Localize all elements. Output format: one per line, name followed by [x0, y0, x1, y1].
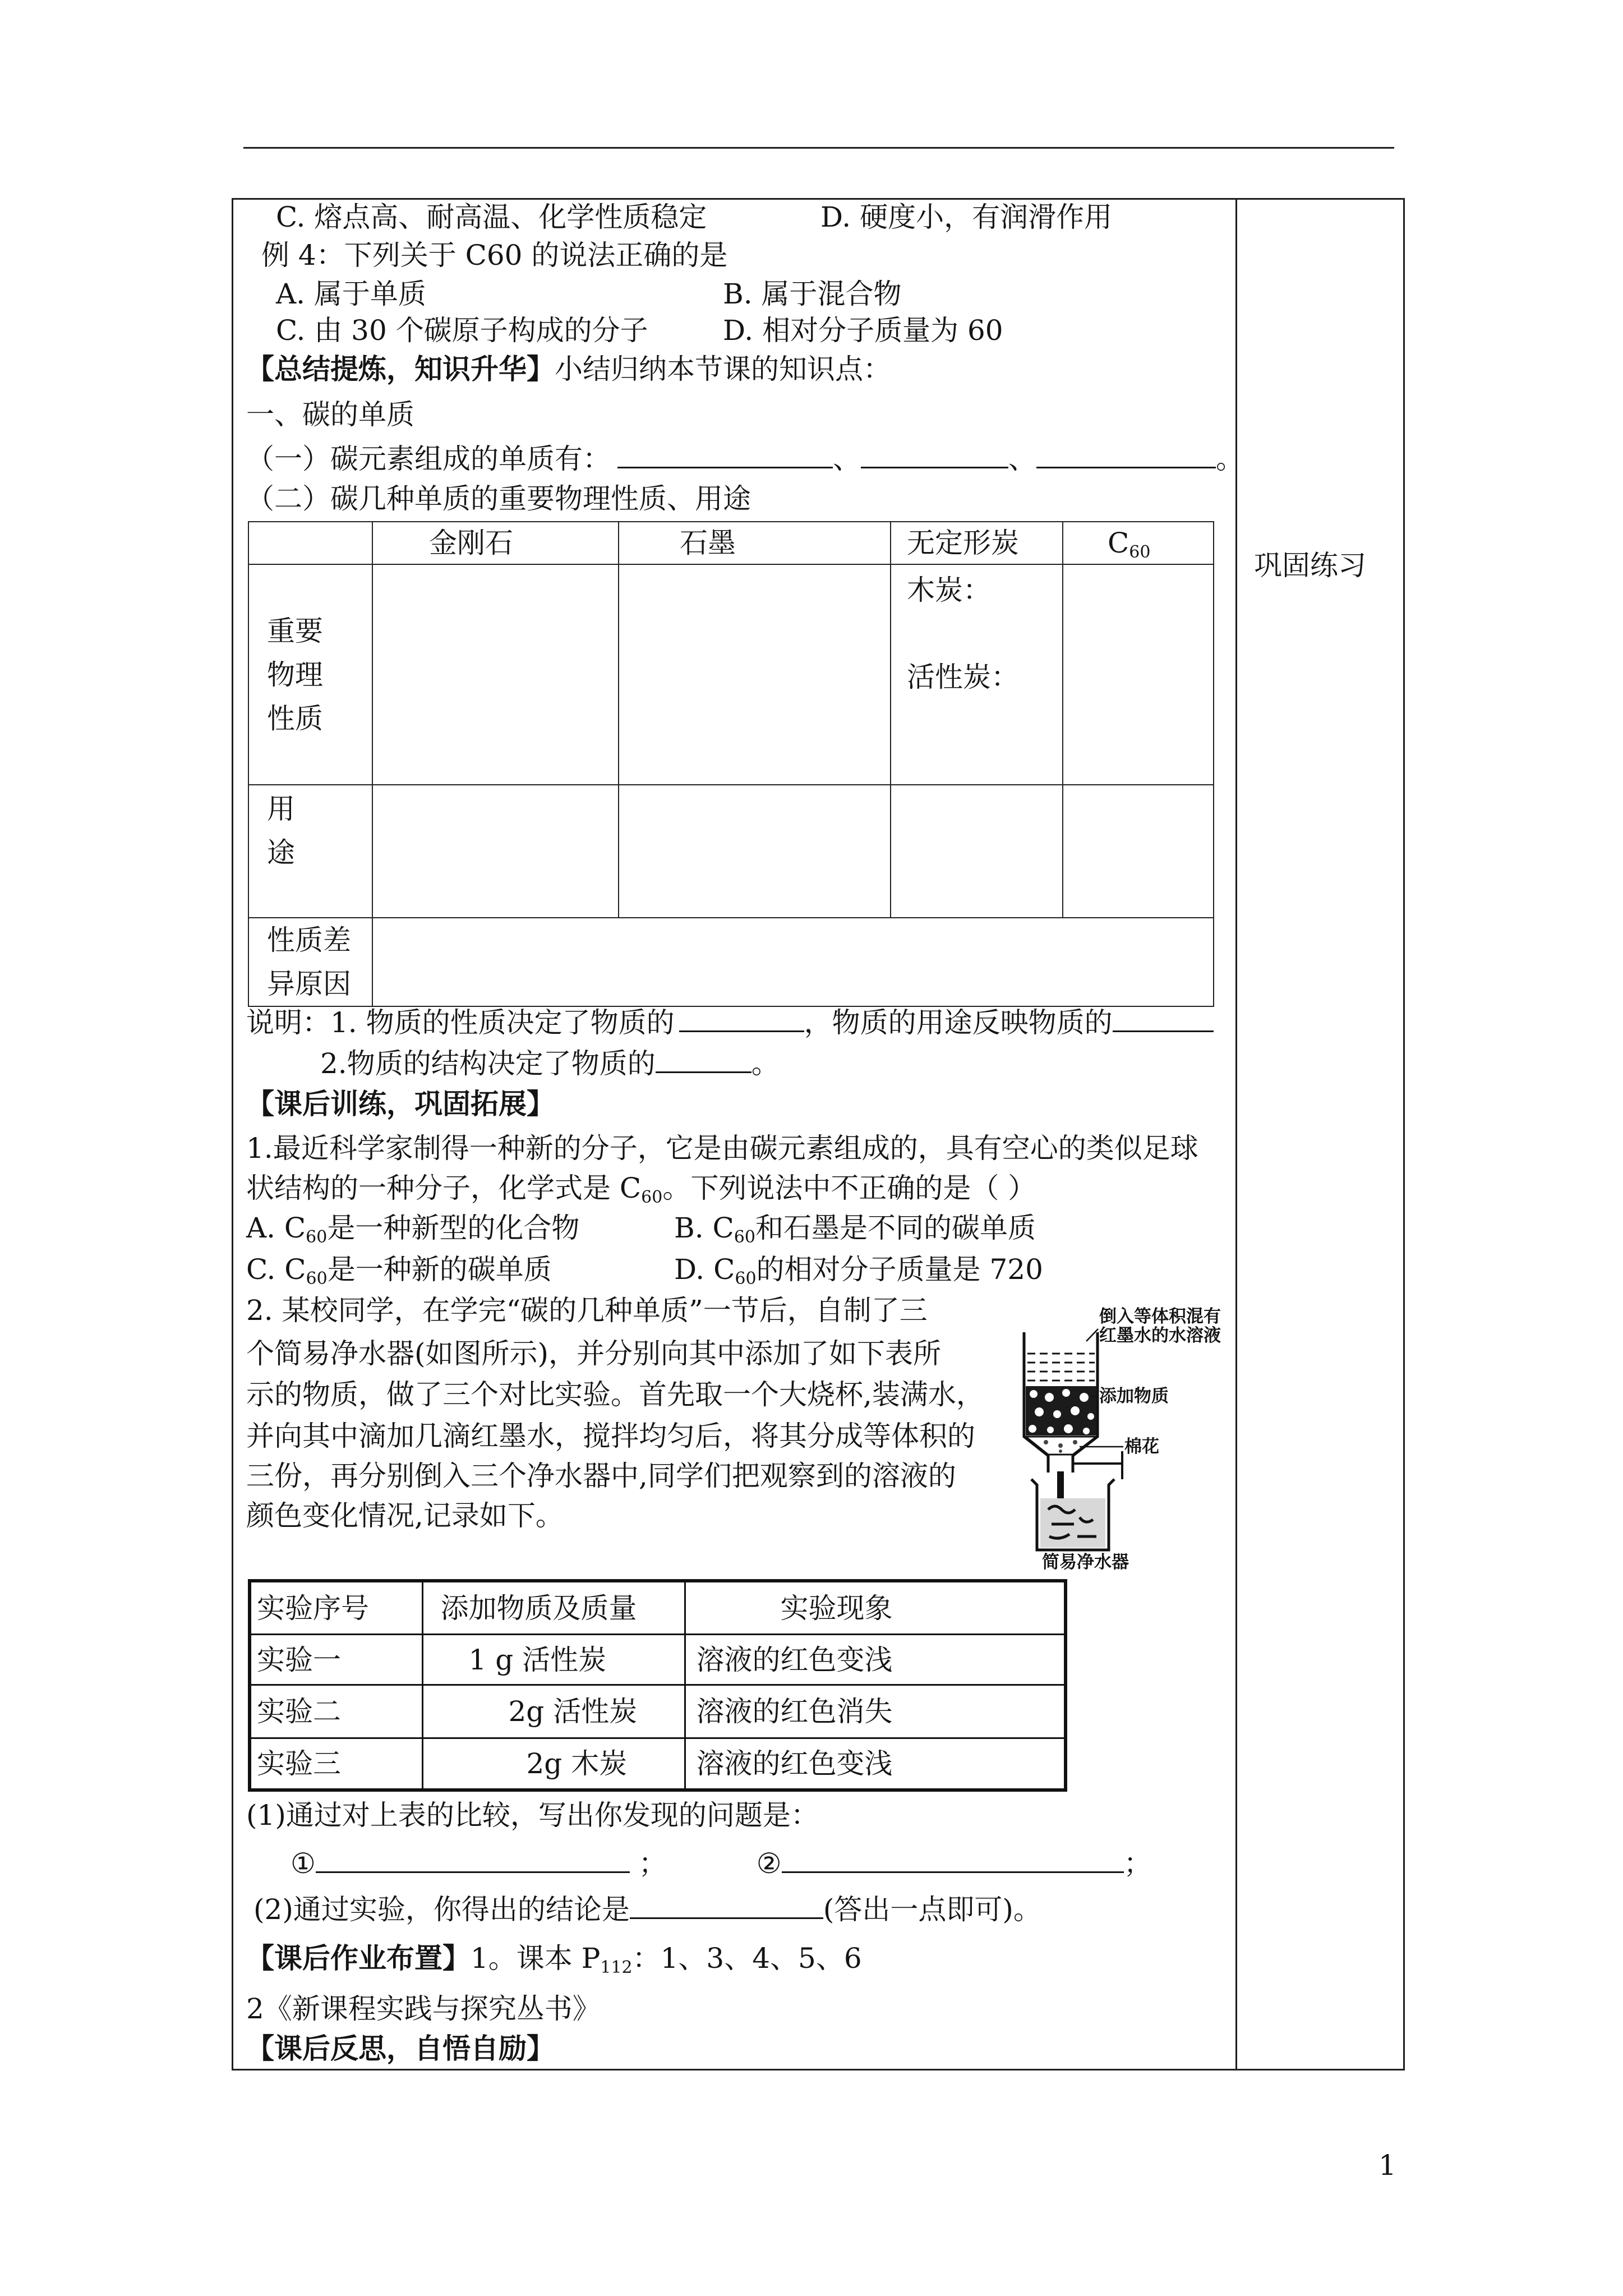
homework-item1-rest: ：1、3、4、5、6 [632, 1942, 862, 1975]
table-cell: 溶液的红色消失 [685, 1685, 1066, 1738]
q2-line: 个简易净水器(如图所示)，并分别向其中添加了如下表所 [246, 1337, 942, 1370]
answer-blank [1036, 441, 1216, 468]
answer-mark-1: ① [291, 1847, 316, 1880]
option-prefix: B. C [674, 1212, 734, 1244]
answer-blank [1113, 1005, 1214, 1032]
allotropes-prompt: （一）碳元素组成的单质有： [246, 443, 611, 475]
table-cell: 1 g 活性炭 [422, 1635, 685, 1685]
separator: 、 [1008, 443, 1036, 475]
filter-grain [1080, 1393, 1089, 1402]
option-prefix: D. C [674, 1253, 735, 1286]
table-cell: 2g 木炭 [422, 1738, 685, 1791]
allotropes-fill-line [246, 441, 1244, 476]
q1-option-c [246, 1253, 552, 1289]
example4-option-a: A. 属于单质 [276, 278, 426, 310]
clamp [1073, 1451, 1122, 1479]
header-experiment-no: 实验序号 [250, 1581, 422, 1635]
note2-line [320, 1046, 780, 1080]
filter-grain [1062, 1389, 1070, 1397]
q2-line: 示的物质，做了三个对比实验。首先取一个大烧杯,装满水， [246, 1378, 984, 1411]
side-column-label: 巩固练习 [1254, 549, 1366, 582]
header-amorphous-carbon: 无定形炭 [891, 522, 1063, 564]
empty-cell [1063, 564, 1214, 785]
table-row [250, 1738, 1066, 1791]
example4-question: 例 4：下列关于 C60 的说法正确的是 [261, 239, 728, 272]
subscript: 60 [641, 1188, 663, 1207]
empty-cell [372, 564, 619, 785]
option-text: 的相对分子质量是 720 [756, 1253, 1043, 1286]
q1-option-b [674, 1211, 1036, 1245]
row-label-line: 性质 [267, 702, 323, 735]
filter-grain [1083, 1428, 1090, 1434]
example4-option-d: D. 相对分子质量为 60 [723, 314, 1003, 347]
note1-prefix: 说明：1. 物质的性质决定了物质的 [246, 1006, 675, 1039]
table-row-properties [248, 564, 1214, 785]
separator: ； [1123, 1847, 1152, 1880]
separator: ； [629, 1847, 667, 1880]
water-surface-lines [1027, 1354, 1095, 1381]
answer-mark-2: ② [756, 1847, 782, 1880]
column-divider [1235, 198, 1237, 2070]
header-phenomenon: 实验现象 [685, 1581, 1066, 1635]
period: 。 [1216, 443, 1244, 475]
summary-heading-line [246, 352, 891, 386]
table-corner-cell [248, 522, 372, 564]
example3-option-d: D. 硬度小，有润滑作用 [820, 201, 1113, 233]
summary-heading: 【总结提炼，知识升华】 [246, 352, 555, 385]
experiment-table [248, 1579, 1067, 1792]
label-cotton: 棉花 [1124, 1437, 1159, 1457]
note2-prefix: 2.物质的结构决定了物质的 [320, 1047, 656, 1080]
properties-subtitle: （二）碳几种单质的重要物理性质、用途 [246, 482, 751, 515]
filter-material [1026, 1386, 1096, 1435]
row-label-reason [248, 918, 372, 1006]
amorphous-notes-cell [891, 564, 1063, 785]
c60-subscript: 60 [1129, 542, 1151, 562]
empty-cell [619, 564, 891, 785]
label-added-material: 添加物质 [1099, 1386, 1169, 1406]
section-title: 一、碳的单质 [246, 398, 414, 431]
filter-grain [1047, 1427, 1054, 1433]
row-label-line: 途 [267, 836, 295, 869]
table-row [250, 1685, 1066, 1738]
water-purifier-figure [1012, 1304, 1248, 1573]
table-cell: 实验二 [250, 1685, 422, 1738]
row-label-line: 异原因 [267, 968, 351, 1000]
example4-option-c: C. 由 30 个碳原子构成的分子 [276, 314, 648, 347]
activated-carbon-note: 活性炭： [907, 661, 1019, 693]
q2-line: 2. 某校同学，在学完“碳的几种单质”一节后，自制了三 [246, 1294, 928, 1327]
row-label-line: 用 [267, 793, 295, 825]
empty-cell [891, 785, 1063, 918]
q2-line: 并向其中滴加几滴红墨水，搅拌均匀后，将其分成等体积的 [246, 1420, 975, 1452]
note1-middle: ，物质的用途反映物质的 [804, 1006, 1113, 1039]
table-cell: 溶液的红色变浅 [685, 1738, 1066, 1791]
cotton-fiber [1044, 1440, 1048, 1444]
q2-sub2-line [253, 1892, 1041, 1926]
cotton-fiber [1073, 1440, 1077, 1444]
header-graphite: 石墨 [619, 522, 891, 564]
cotton-fiber [1058, 1443, 1063, 1448]
label-pour-solution-1: 倒入等体积混有 [1099, 1306, 1221, 1327]
note2-end: 。 [751, 1047, 780, 1080]
q1-line2-rest: 。下列说法中不正确的是（ ） [662, 1172, 1036, 1204]
row-label-line: 重要 [267, 614, 323, 647]
answer-blank [782, 1846, 1124, 1873]
empty-cell [372, 785, 619, 918]
outlet-tube [1057, 1471, 1064, 1503]
table-header-row [248, 522, 1214, 564]
homework-item1: 1。课本 P [471, 1942, 601, 1975]
table-cell: 溶液的红色变浅 [685, 1635, 1066, 1685]
table-row-reason [248, 918, 1214, 1006]
page-number: 1 [1378, 2149, 1396, 2182]
subscript: 60 [735, 1269, 757, 1289]
separator: 、 [833, 443, 861, 475]
empty-cell [1063, 785, 1214, 918]
table-row-uses [248, 785, 1214, 918]
empty-merged-cell [372, 918, 1214, 1006]
filter-grain [1030, 1390, 1038, 1398]
c60-base: C [1108, 527, 1129, 559]
summary-heading-text: 小结归纳本节课的知识点： [555, 353, 891, 385]
example4-option-b: B. 属于混合物 [723, 278, 902, 310]
reflection-heading: 【课后反思，自悟自励】 [246, 2032, 555, 2065]
row-label-uses [248, 785, 372, 918]
answer-blank [679, 1005, 804, 1032]
answer-blank [656, 1046, 751, 1073]
note1-line [246, 1005, 1214, 1039]
homework-item2: 2《新课程实践与探究丛书》 [246, 1993, 601, 2025]
answer-blank [316, 1846, 630, 1873]
table-cell: 实验一 [250, 1635, 422, 1685]
q2-sub1-prompt: (1)通过对上表的比较，写出你发现的问题是： [246, 1799, 819, 1832]
charcoal-note: 木炭： [907, 574, 991, 606]
label-pour-solution-2: 红墨水的水溶液 [1099, 1326, 1221, 1346]
figure-caption: 简易净水器 [1042, 1552, 1129, 1572]
q1-option-d [674, 1253, 1043, 1289]
option-text: 是一种新的碳单质 [327, 1253, 552, 1286]
q1-line2-text: 状结构的一种分子，化学式是 C [246, 1172, 642, 1204]
q2-sub2-suffix: (答出一点即可)。 [823, 1893, 1041, 1926]
header-diamond: 金刚石 [372, 522, 619, 564]
table-cell: 2g 活性炭 [422, 1685, 685, 1738]
cotton-layer [1026, 1437, 1096, 1455]
page-subscript: 112 [600, 1958, 633, 1977]
header-c60 [1063, 522, 1214, 564]
example3-option-c: C. 熔点高、耐高温、化学性质稳定 [276, 201, 707, 233]
homework-line [246, 1941, 862, 1975]
filter-grain [1087, 1413, 1094, 1420]
subscript: 60 [306, 1269, 328, 1289]
homework-heading: 【课后作业布置】 [246, 1941, 471, 1975]
row-label-line: 性质差 [267, 924, 351, 956]
answer-blank [617, 441, 833, 468]
filter-grain [1071, 1406, 1080, 1415]
table-header-row [250, 1581, 1066, 1635]
subscript: 60 [734, 1227, 755, 1247]
training-heading: 【课后训练，巩固拓展】 [246, 1087, 555, 1120]
carbon-allotropes-table [248, 521, 1214, 1007]
beaker [1031, 1479, 1114, 1550]
filter-grain [1045, 1393, 1054, 1402]
cotton-fiber [1059, 1450, 1062, 1453]
option-text: 和石墨是不同的碳单质 [755, 1212, 1036, 1244]
row-label-properties [248, 564, 372, 785]
q2-line: 三份，再分别倒入三个净水器中,同学们把观察到的溶液的 [246, 1460, 956, 1492]
empty-cell [619, 785, 891, 918]
table-row [250, 1635, 1066, 1685]
header-material: 添加物质及质量 [422, 1581, 685, 1635]
option-prefix: A. C [246, 1212, 306, 1244]
q1-line1: 1.最近科学家制得一种新的分子，它是由碳元素组成的，具有空心的类似足球 [246, 1132, 1198, 1165]
table-cell: 实验三 [250, 1738, 422, 1791]
option-text: 是一种新型的化合物 [327, 1212, 580, 1244]
q2-sub2-prefix: (2)通过实验，你得出的结论是 [253, 1893, 630, 1926]
filter-grain [1064, 1424, 1073, 1433]
q1-line2 [246, 1171, 1036, 1205]
q2-line: 颜色变化情况,记录如下。 [246, 1499, 564, 1532]
q1-option-a [246, 1211, 579, 1245]
row-label-line: 物理 [267, 658, 323, 691]
option-prefix: C. C [246, 1253, 306, 1286]
filter-grain [1029, 1425, 1036, 1433]
q2-sub1-answers [291, 1846, 1152, 1880]
filter-grain [1053, 1410, 1061, 1418]
answer-blank [861, 441, 1008, 468]
answer-blank [630, 1892, 823, 1919]
filter-grain [1035, 1407, 1044, 1416]
header-rule [243, 147, 1394, 149]
subscript: 60 [306, 1227, 328, 1247]
